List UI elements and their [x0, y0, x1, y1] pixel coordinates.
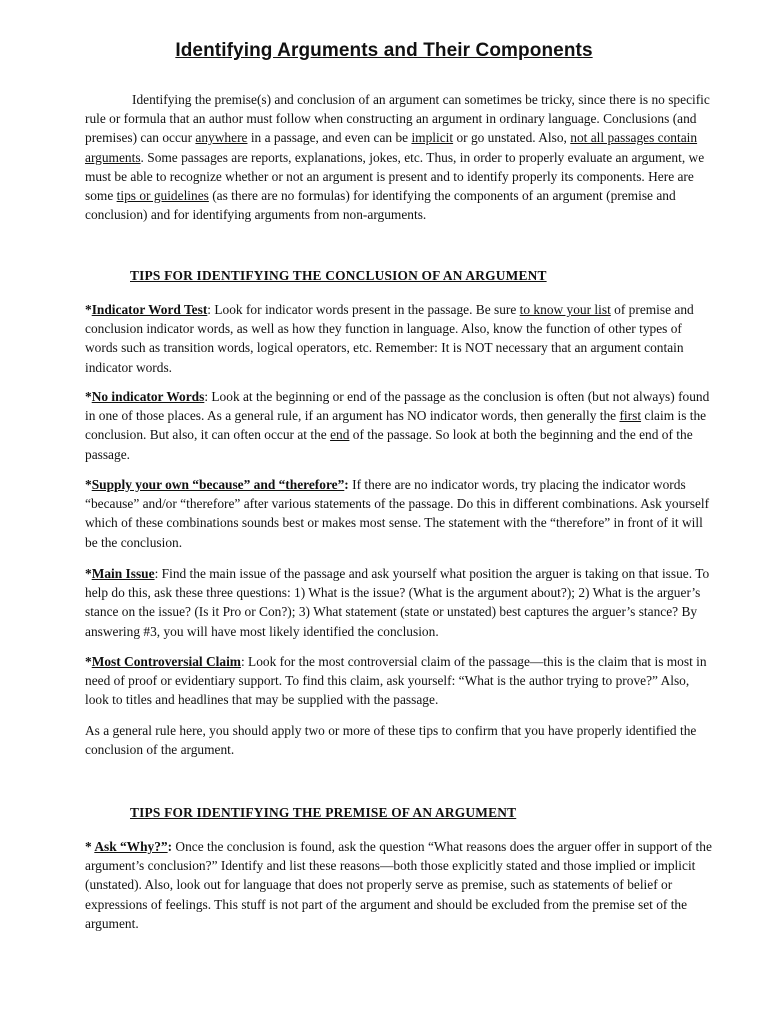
intro-text: or go unstated. Also, — [453, 130, 571, 146]
intro-paragraph — [85, 90, 715, 224]
tip-text: Once the conclusion is found, ask the question “What reasons does the arguer offer in support of the argument’s conclusion?” Identify and list these reasons—both those explicitly stated and those implied or implicit (unstated). Also, look out for language that does not properly serve as premise, such as statements of belief or expressions of feelings. This stuff is not part of the argument and should be excluded from the premise set of the argument. — [85, 839, 712, 931]
tip-emphasis: end — [330, 427, 350, 443]
intro-emphasis-not-all-arguments: not all passages contain arguments — [85, 130, 698, 165]
tip-no-indicator-words — [85, 387, 715, 464]
tip-emphasis: to know your list — [519, 302, 611, 317]
tip-marker: * — [85, 654, 92, 669]
tip-text: : Find the main issue of the passage and ask yourself what position the arguer is taking on that issue. To help do this, ask these three questions: 1) What is the issue? (What is the argument about?); 2) What is the arguer’s stance on the issue? (Is it Pro or Con?); 3) What statement (state or unstated) best captures the arguer’s stance? By answering #3, you will have most likely identified the conclusion. — [85, 566, 710, 639]
tip-text: of premise and conclusion indicator words, as well as how they function in language. Also, know the function of other types of words such as transition words, logical operators, etc. Remember: It is NOT necessary that an argument contain indicator words. — [85, 302, 694, 375]
tip-marker: * — [85, 839, 95, 854]
tip-marker: * — [85, 477, 92, 492]
intro-text: in a passage, and even can be — [247, 130, 412, 146]
tip-label: Supply your own “because” and “therefore” — [91, 477, 345, 492]
intro-text: . Some passages are reports, explanations, jokes, etc. Thus, in order to properly evaluate an argument, we must be able to recognize whether or not an argument is present and to identify properly its components. Here are some — [85, 149, 705, 204]
tip-text: : Look at the beginning or end of the passage as the conclusion is often (but not always) found in one of those places. As a general rule, if an argument has NO indicator words, then generally the — [85, 389, 710, 424]
tip-main-issue — [85, 564, 715, 641]
tip-label: No indicator Words — [91, 389, 205, 404]
intro-text: (as there are no formulas) for identifying the components of an argument (premise and conclusion) and for identifying arguments from non-arguments. — [85, 188, 676, 223]
tip-label: Indicator Word Test — [91, 302, 208, 317]
document-title: Identifying Arguments and Their Components — [175, 40, 593, 61]
tip-emphasis: first — [619, 408, 642, 424]
premise-section-heading: TIPS FOR IDENTIFYING THE PREMISE OF AN ARGUMENT — [130, 805, 517, 820]
tip-text: : Look for the most controversial claim of the passage—this is the claim that is most in need of proof or evidentiary support. To find this claim, ask yourself: “What is the author trying to prove?” Also, look to titles and headlines that may be supplied with the passage. — [85, 654, 707, 708]
tip-most-controversial-claim — [85, 652, 715, 710]
tip-text: If there are no indicator words, try placing the indicator words “because” and/or “therefore” after various statements of the passage. Do this in different combinations. Ask yourself which of these combinations sounds best or makes most sense. The statement with the “therefore” in front of it will be the conclusion. — [85, 477, 710, 550]
tip-label: Main Issue — [91, 566, 155, 581]
tip-ask-why — [85, 837, 715, 933]
tip-supply-your-own — [85, 475, 715, 552]
tip-marker: * — [85, 302, 92, 317]
tip-indicator-word-test — [85, 300, 715, 377]
conclusion-summary: As a general rule here, you should apply two or more of these tips to confirm that you have properly identified the conclusion of the argument. — [85, 723, 697, 758]
intro-emphasis-implicit: implicit — [411, 130, 454, 146]
tip-label-colon: : — [167, 839, 173, 854]
intro-emphasis-tips: tips or guidelines — [116, 188, 209, 204]
tip-label: Most Controversial Claim — [91, 654, 241, 669]
tip-marker: * — [85, 389, 92, 404]
intro-text: Identifying the premise(s) and conclusion of an argument can sometimes be tricky, since there is no specific rule or formula that an author must follow when constructing an argument in ordinary language. Conclusions (and premises) can occur — [85, 92, 710, 146]
intro-emphasis-anywhere: anywhere — [195, 130, 248, 146]
tip-text: : Look for indicator words present in the passage. Be sure — [207, 302, 520, 317]
tip-text: of the passage. So look at both the beginning and the end of the passage. — [85, 427, 693, 462]
tip-label-colon: : — [344, 477, 349, 492]
tip-text: claim is the conclusion. But also, it can often occur at the — [85, 408, 707, 443]
tip-label: Ask “Why?” — [94, 839, 168, 854]
conclusion-section-heading: TIPS FOR IDENTIFYING THE CONCLUSION OF AN ARGUMENT — [130, 268, 547, 283]
tip-marker: * — [85, 566, 92, 581]
